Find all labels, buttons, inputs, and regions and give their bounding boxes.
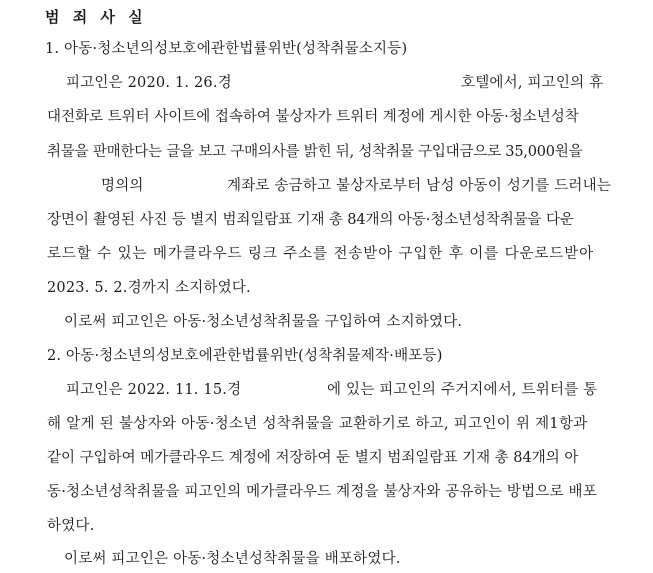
document-title: 범 죄 사 실 bbox=[45, 8, 147, 26]
section-1-line: 대전화로 트위터 사이트에 접속하여 불상자가 트위터 계정에 게시한 아동·청소년성착 bbox=[47, 109, 579, 125]
section-1-conclusion: 이로써 피고인은 아동·청소년성착취물을 구입하여 소지하였다. bbox=[64, 314, 463, 330]
section-2-line: 같이 구입하여 메가클라우드 계정에 저장하여 둔 별지 범죄일람표 기재 총 84개의 아 bbox=[47, 450, 579, 466]
section-1-line: 2023. 5. 2.경까지 소지하였다. bbox=[47, 280, 251, 296]
section-1-line: 명의의 bbox=[101, 178, 144, 194]
section-2-heading: 2. 아동·청소년의성보호에관한법률위반(성착취물제작·배포등) bbox=[47, 348, 443, 364]
section-1-line: 호텔에서, 피고인의 휴 bbox=[461, 75, 604, 91]
section-2-line: 피고인은 2022. 11. 15.경 bbox=[66, 382, 242, 398]
section-2-line: 동·청소년성착취물을 피고인의 메가클라우드 계정을 불상자와 공유하는 방법으로 배포 bbox=[47, 484, 597, 500]
section-2-conclusion: 이로써 피고인은 아동·청소년성착취물을 배포하였다. bbox=[64, 551, 401, 567]
section-2-line: 에 있는 피고인의 주거지에서, 트위터를 통 bbox=[327, 382, 598, 398]
section-2-line: 하였다. bbox=[47, 518, 95, 534]
section-1-line: 계좌로 송금하고 불상자로부터 남성 아동이 성기를 드러내는 bbox=[227, 178, 612, 194]
section-1-line: 피고인은 2020. 1. 26.경 bbox=[66, 75, 232, 91]
section-1-line: 로드할 수 있는 메가클라우드 링크 주소를 전송받아 구입한 후 이를 다운로드받아 bbox=[47, 246, 595, 262]
section-1-line: 장면이 촬영된 사진 등 별지 범죄일람표 기재 총 84개의 아동·청소년성착취물을 다운 bbox=[47, 212, 574, 228]
section-2-line: 해 알게 된 불상자와 아동·청소년 성착취물을 교환하기로 하고, 피고인이 위 제1항과 bbox=[47, 416, 588, 432]
section-1-line: 취물을 판매한다는 글을 보고 구매의사를 밝힌 뒤, 성착취물 구입대금으로 35,000원을 bbox=[47, 144, 583, 160]
section-1-heading: 1. 아동·청소년의성보호에관한법률위반(성착취물소지등) bbox=[45, 41, 408, 57]
